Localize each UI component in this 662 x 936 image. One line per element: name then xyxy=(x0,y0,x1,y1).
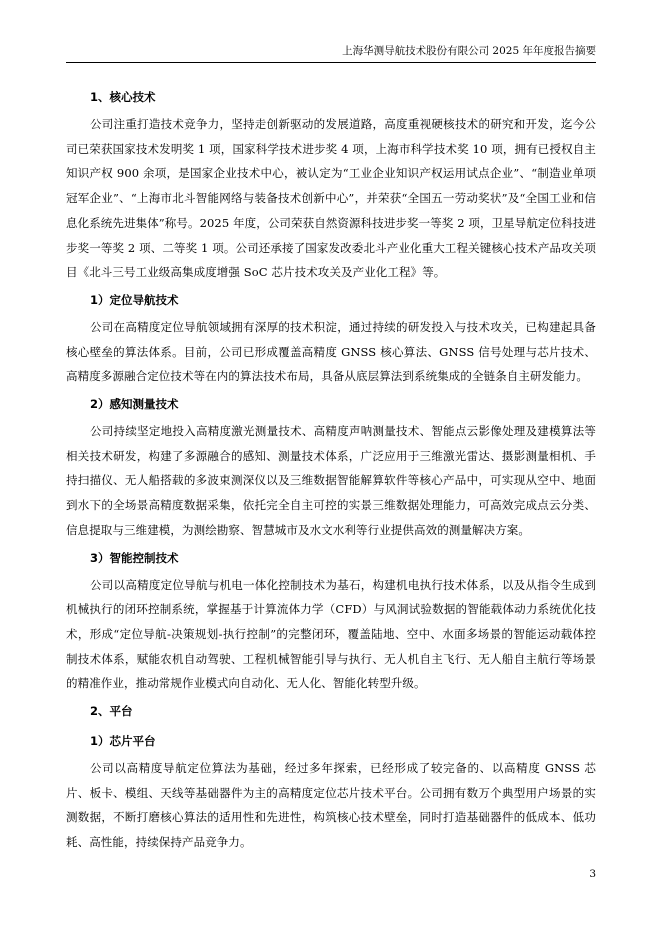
paragraph-core-tech: 公司注重打造技术竞争力，坚持走创新驱动的发展道路，高度重视硬核技术的研究和开发，迄今公司已荣获国家技术发明奖 1 项，国家科学技术进步奖 4 项，上海市科学技术奖 10 项，拥有已授权自主知识产权 900 余项，是国家企业技术中心，被认定为“工业企业知识产权运用试点企业”、“制造业单项冠军企业”、“上海市北斗智能网络与装备技术创新中心”，并荣获“全国五一劳动奖状”及“全国工业和信息化系统先进集体”称号。2025 年度，公司荣获自然资源科技进步奖一等奖 2 项，卫星导航定位科技进步奖一等奖 2 项、二等奖 1 项。公司还承接了国家发改委北斗产业化重大工程关键核心技术产品攻关项目《北斗三号工业级高集成度增强 SoC 芯片技术攻关及产业化工程》等。 xyxy=(66,117,596,280)
document-body xyxy=(66,82,596,855)
paragraph-sensing: 公司持续坚定地投入高精度激光测量技术、高精度声呐测量技术、智能点云影像处理及建模算法等相关技术研发，构建了多源融合的感知、测量技术体系，广泛应用于三维激光雷达、摄影测量相机、手持扫描仪、无人船搭载的多波束测深仪以及三维数据智能解算软件等核心产品中，可实现从空中、地面到水下的全场景高精度数据采集，依托完全自主可控的实景三维数据处理能力，可高效完成点云分类、信息提取与三维建模，为测绘勘察、智慧城市及水文水利等行业提供高效的测量解决方案。 xyxy=(66,424,596,537)
section-heading-core-tech: 1、核心技术 xyxy=(90,90,156,104)
section-heading-chip: 1）芯片平台 xyxy=(90,734,156,749)
section-heading-positioning: 1）定位导航技术 xyxy=(90,292,179,307)
page-number: 3 xyxy=(589,868,596,880)
paragraph-control: 公司以高精度定位导航与机电一体化控制技术为基石，构建机电执行技术体系，以及从指令生成到机械执行的闭环控制系统，掌握基于计算流体力学（CFD）与风洞试验数据的智能载体动力系统优化技术，形成“定位导航-决策规划-执行控制”的完整闭环，覆盖陆地、空中、水面多场景的智能运动载体控制技术体系，赋能农机自动驾驶、工程机械智能引导与执行、无人机自主飞行、无人船自主航行等场景的精准作业，推动常规作业模式向自动化、无人化、智能化转型升级。 xyxy=(66,577,596,691)
section-heading-control: 3）智能控制技术 xyxy=(90,550,179,565)
paragraph-chip: 公司以高精度导航定位算法为基础，经过多年探索，已经形成了较完备的、以高精度 GNSS 芯片、板卡、模组、天线等基础器件为主的高精度定位芯片技术平台。公司拥有数万个典型用户场景的实测数据，不断打磨核心算法的适用性和先进性，构筑核心技术壁垒，同时打造基础器件的低成本、低功耗、高性能，持续保持产品竞争力。 xyxy=(66,761,596,850)
section-heading-sensing: 2）感知测量技术 xyxy=(90,397,179,412)
paragraph-positioning: 公司在高精度定位导航领域拥有深厚的技术积淀，通过持续的研发投入与技术攻关，已构建起具备核心壁垒的算法体系。目前，公司已形成覆盖高精度 GNSS 核心算法、GNSS 信号处理与芯片技术、高精度多源融合定位技术等在内的算法技术布局，具备从底层算法到系统集成的全链条自主研发能力。 xyxy=(66,319,596,384)
page-header: 上海华测导航技术股份有限公司 2025 年年度报告摘要 xyxy=(66,44,596,63)
section-heading-platform: 2、平台 xyxy=(90,704,133,719)
